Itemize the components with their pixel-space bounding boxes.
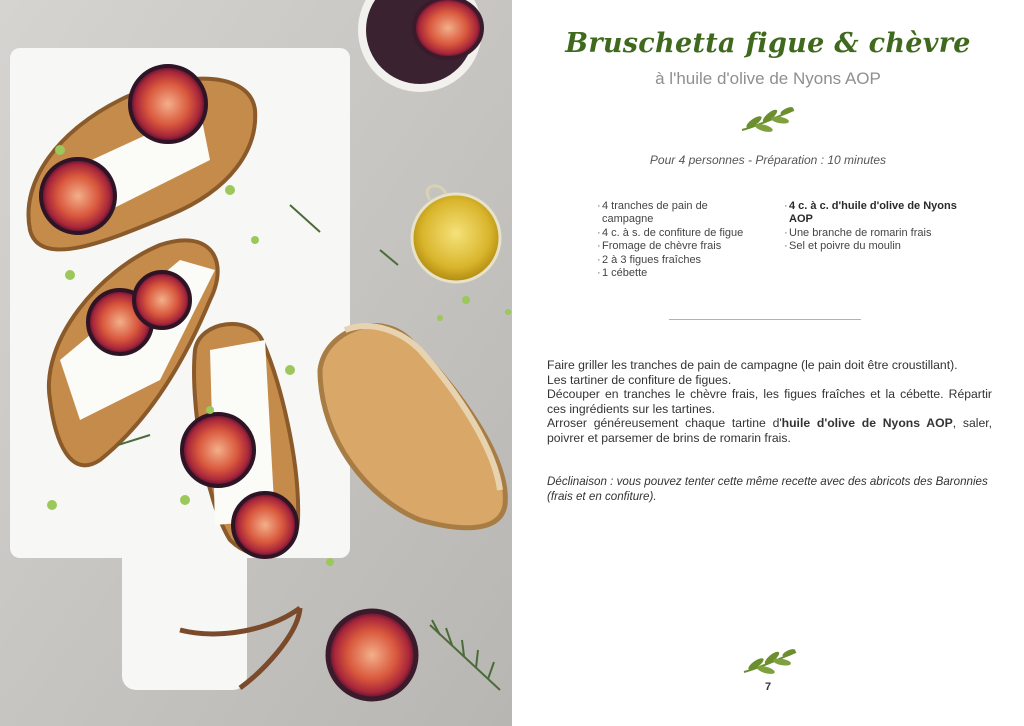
olive-oil-ingredient: 4 c. à c. d'huile d'olive de Nyons AOP	[789, 200, 957, 226]
olive-branch-icon	[742, 648, 798, 676]
halved-fig	[328, 611, 416, 699]
recipe-title: Bruschetta figue & chèvre	[565, 28, 971, 59]
ingredients-column-1	[597, 200, 747, 280]
step-text-part: , saler, poivrer et parsemer de brins de romarin frais.	[547, 416, 992, 445]
preparation-steps	[547, 358, 992, 446]
servings-prep-time: Pour 4 personnes - Préparation : 10 minutes	[649, 153, 887, 167]
recipe-variation: Déclinaison : vous pouvez tenter cette même recette avec des abricots des Baronnies (frais et en confiture).	[547, 475, 988, 503]
olive-branch-icon	[740, 106, 796, 134]
recipe-text-page	[512, 0, 1024, 726]
ingredients-column-2	[784, 200, 964, 254]
ingredient-item: · 4 tranches de pain de campagne	[597, 200, 747, 227]
ingredient-item: · 4 c. à s. de confiture de figue	[597, 227, 747, 240]
ingredient-item-highlight	[784, 200, 964, 227]
section-divider	[669, 319, 861, 320]
step-text: Découper en tranches le chèvre frais, les figues fraîches et la cébette. Répartir ces ingrédients sur les tartines.	[547, 387, 992, 416]
step-text-part: Arroser généreusement chaque tartine d'	[547, 416, 782, 431]
recipe-subtitle: à l'huile d'olive de Nyons AOP	[655, 69, 881, 88]
step-text: Faire griller les tranches de pain de campagne (le pain doit être croustillant).	[547, 358, 958, 372]
ingredient-item: · 1 cébette	[597, 267, 747, 280]
ingredient-item: · Fromage de chèvre frais	[597, 240, 747, 253]
olive-oil-highlight: huile d'olive de Nyons AOP	[781, 416, 953, 431]
ingredient-item: · Une branche de romarin frais	[784, 227, 964, 240]
page-number: 7	[764, 681, 772, 693]
step-text: Les tartiner de confiture de figues.	[547, 372, 732, 387]
ingredient-item: · Sel et poivre du moulin	[784, 240, 964, 253]
step-text	[547, 416, 992, 445]
ingredient-item: · 2 à 3 figues fraîches	[597, 254, 747, 267]
